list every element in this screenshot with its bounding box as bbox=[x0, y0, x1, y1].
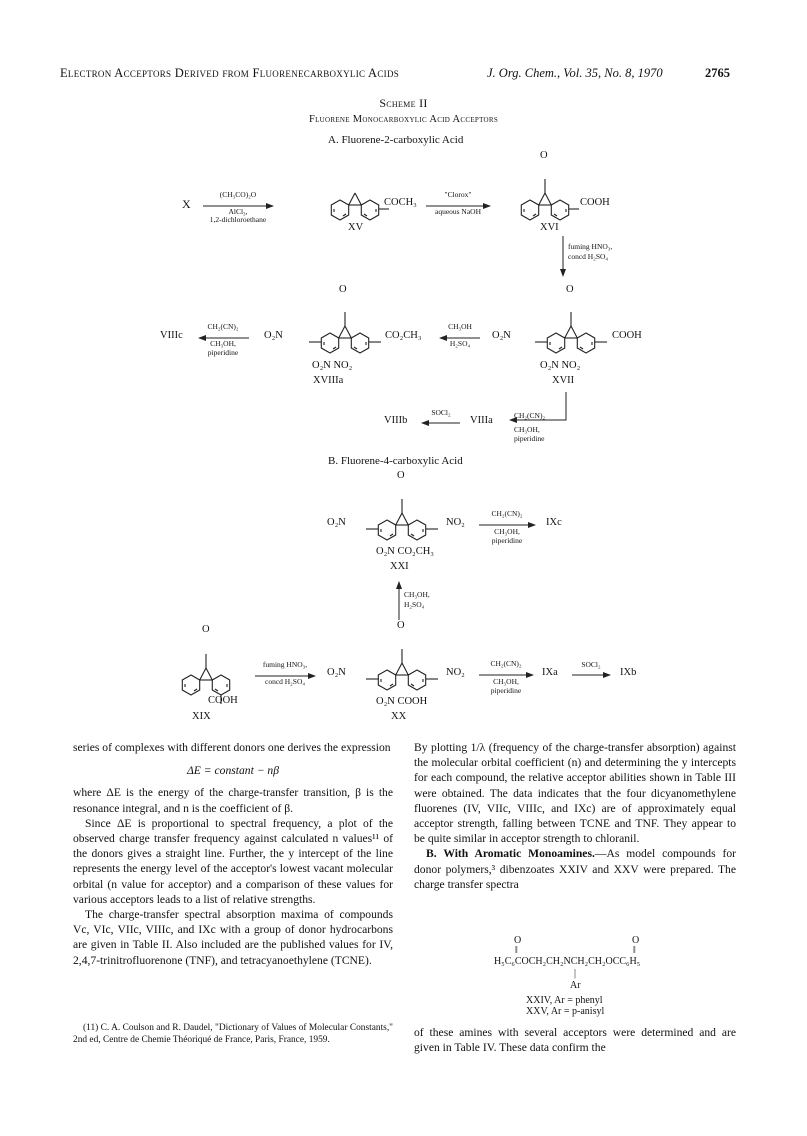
substituent-label: O₂N CO₂CH₃ bbox=[376, 546, 434, 557]
reagent-label: AlCl₃, bbox=[228, 207, 248, 216]
reagent-label: H₂SO₄ bbox=[404, 600, 425, 609]
reagent-label: (CH₃CO)₂O bbox=[219, 190, 257, 199]
substituent-label: NO₂ bbox=[446, 517, 465, 528]
reaction-arrow bbox=[572, 670, 612, 680]
substituent-label: COOH bbox=[612, 330, 642, 341]
reaction-arrow-left bbox=[420, 418, 462, 428]
substituent-label: O₂N bbox=[264, 330, 283, 341]
substituent-label: O₂N COOH bbox=[376, 696, 428, 707]
substituent-label: NO₂ bbox=[446, 667, 465, 678]
right-column bbox=[414, 740, 736, 892]
compound-xxi: XXI bbox=[390, 561, 409, 572]
compound-xx: XX bbox=[391, 711, 407, 722]
oxo-label: O bbox=[566, 284, 574, 295]
left-column bbox=[73, 740, 393, 968]
page-number: 2765 bbox=[705, 66, 730, 80]
reagent-label: CH₂(CN)₂ bbox=[491, 509, 523, 518]
formula-aryl: Ar bbox=[570, 980, 581, 991]
reagent-label: CH₃OH, bbox=[494, 527, 520, 536]
compound-ixa: IXa bbox=[542, 667, 558, 678]
reagent-label: piperidine bbox=[207, 348, 239, 357]
section-b-heading: B. Fluorene-4-carboxylic Acid bbox=[328, 455, 463, 467]
reaction-arrow-down bbox=[558, 236, 568, 278]
reagent-label: piperidine bbox=[514, 434, 545, 443]
compound-ixb: IXb bbox=[620, 667, 637, 678]
reagent-label: concd H₂SO₄ bbox=[568, 252, 609, 261]
reagent-label: CH₃OH, bbox=[493, 677, 519, 686]
right-column-continued bbox=[414, 1025, 736, 1055]
section-heading: B. With Aromatic Monoamines. bbox=[426, 847, 595, 861]
paragraph: of these amines with several acceptors were determined and are given in Table IV. These data confirm the bbox=[414, 1026, 736, 1055]
compound-viiia: VIIIa bbox=[470, 415, 493, 426]
compound-xviiia: XVIIIa bbox=[313, 375, 344, 386]
compound-xix: XIX bbox=[192, 711, 211, 722]
formula-caption: XXIV, Ar = phenyl bbox=[526, 995, 603, 1006]
formula-bond: | bbox=[574, 968, 577, 979]
formula-double-bond: ‖ bbox=[633, 945, 636, 956]
substituent-label: O₂N NO₂ bbox=[540, 360, 581, 371]
paragraph-text: —As model compounds for donor polymers,³ dibenzoates XXIV and XXV were prepared. The charge transfer spectra bbox=[414, 847, 736, 891]
compound-xvii: XVII bbox=[552, 375, 575, 386]
oxo-label: O bbox=[397, 620, 405, 631]
reagent-label: H₂SO₄ bbox=[449, 339, 471, 348]
compound-xvi: XVI bbox=[540, 222, 559, 233]
footnote: (11) C. A. Coulson and R. Daudel, "Dictionary of Values of Molecular Constants," 2nd ed, Centre de Chemie Théoriqué de France, Paris, France, 1959. bbox=[73, 1023, 393, 1045]
paragraph: Since ΔE is proportional to spectral frequency, a plot of the observed charge transfer frequency against calculated n values¹¹ of the donors gives a straight line. Further, the y intercept of the line represents the energy level of the acceptor's lowest vacant molecular orbital (n value for acceptor) and a comparison of these values for various acceptors leads to a list of relative strengths. bbox=[73, 816, 393, 906]
oxo-label: O bbox=[202, 624, 210, 635]
oxo-label: O bbox=[339, 284, 347, 295]
reagent-label: piperidine bbox=[490, 686, 522, 695]
fluorenone-structure bbox=[526, 308, 616, 368]
substituent-label: O₂N bbox=[327, 517, 346, 528]
reagent-label: CH₃OH, bbox=[514, 425, 540, 434]
reagent-label: SOCl₂ bbox=[581, 660, 601, 669]
substituent-label: COCH₃ bbox=[384, 197, 417, 208]
formula-main-chain: H₅C₆COCH₂CH₂NCH₂CH₂OCC₆H₅ bbox=[494, 956, 641, 967]
compound-x: X bbox=[182, 197, 191, 211]
substituent-label: O₂N bbox=[327, 667, 346, 678]
compound-viiib: VIIIb bbox=[384, 415, 408, 426]
reagent-label: CH₂(CN)₂ bbox=[490, 659, 522, 668]
reagent-label: "Clorox" bbox=[444, 190, 472, 199]
reagent-label: concd H₂SO₄ bbox=[264, 677, 306, 686]
reagent-label: CH₃OH bbox=[448, 322, 472, 331]
substituent-label: O₂N NO₂ bbox=[312, 360, 353, 371]
substituent-label: O₂N bbox=[492, 330, 511, 341]
journal-citation: J. Org. Chem., Vol. 35, No. 8, 1970 bbox=[487, 66, 663, 80]
compound-viiic: VIIIc bbox=[160, 330, 183, 341]
oxo-label: O bbox=[397, 470, 405, 481]
paragraph: series of complexes with different donors one derives the expression bbox=[73, 741, 391, 754]
substituent-label: CO₂CH₃ bbox=[385, 330, 422, 341]
formula-oxygen: O bbox=[514, 935, 522, 946]
substituent-label: COOH bbox=[208, 695, 238, 706]
reagent-label: CH₂(CN)₂ bbox=[514, 411, 546, 420]
reagent-label: fuming HNO₃, bbox=[568, 242, 613, 251]
reagent-label: fuming HNO₃, bbox=[262, 660, 308, 669]
compound-xv: XV bbox=[348, 222, 364, 233]
reagent-label: CH₃OH, bbox=[404, 590, 430, 599]
reaction-arrow-up bbox=[394, 580, 404, 622]
formula-oxygen: O bbox=[632, 935, 640, 946]
oxo-label: O bbox=[540, 150, 548, 161]
section-a-heading: A. Fluorene-2-carboxylic Acid bbox=[328, 134, 464, 146]
paragraph: The charge-transfer spectral absorption maxima of compounds Vc, VIc, VIIc, VIIIc, and IXc with a group of donor hydrocarbons are given in Table II. Also included are the published values for IV, 2,4,7-trinitrofluorenone (TNF), and tetracyanoethylene (TCNE). bbox=[73, 908, 393, 967]
reagent-label: CH₃OH, bbox=[210, 339, 236, 348]
reagent-label: CH₂(CN)₂ bbox=[207, 322, 239, 331]
reagent-label: aqueous NaOH bbox=[434, 207, 482, 216]
fluorenone-structure bbox=[300, 308, 390, 368]
paragraph bbox=[414, 846, 736, 892]
compound-ixc: IXc bbox=[546, 517, 562, 528]
scheme-title: Scheme II bbox=[379, 96, 428, 110]
equation: ΔE = constant − nβ bbox=[187, 764, 279, 778]
reagent-label: SOCl₂ bbox=[431, 408, 451, 417]
reagent-label: piperidine bbox=[491, 536, 523, 545]
paragraph: By plotting 1/λ (frequency of the charge-transfer absorption) against the molecular orbital coefficient (n) and determining the y intercepts for each compound, the relative acceptor abilities shown in Table III were obtained. The data indicates that the four dicyanomethylene fluorenes (IV, VIIc, VIIIc, and IXc) are of approximately equal acceptor strength, falling between TCNE and TNF. They appear to be quite similar in acceptor strength to chloranil. bbox=[414, 741, 736, 846]
formula-double-bond: ‖ bbox=[515, 945, 518, 956]
reaction-arrow-bent bbox=[508, 392, 570, 426]
formula-caption: XXV, Ar = p-anisyl bbox=[526, 1006, 605, 1017]
reagent-label: 1,2-dichloroethane bbox=[209, 215, 267, 224]
paragraph: where ΔE is the energy of the charge-transfer transition, β is the resonance integral, and n is the coefficient of β. bbox=[73, 786, 393, 815]
substituent-label: COOH bbox=[580, 197, 610, 208]
running-title: Electron Acceptors Derived from Fluorenecarboxylic Acids bbox=[60, 66, 400, 80]
scheme-subtitle: Fluorene Monocarboxylic Acid Acceptors bbox=[308, 114, 499, 125]
